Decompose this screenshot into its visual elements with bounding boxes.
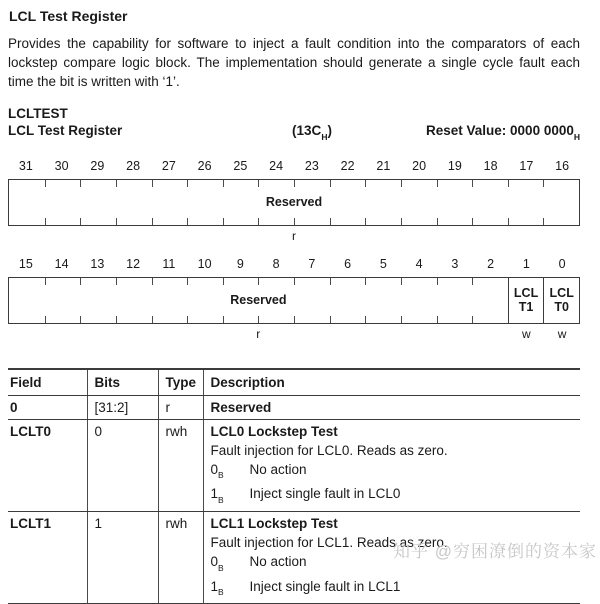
register-diagram-low (8, 277, 580, 324)
register-reset-value: Reset Value: 0000 $0000_H$ (426, 123, 580, 142)
field-description (203, 419, 580, 511)
value-row (211, 460, 577, 485)
bit-label: 7 (308, 256, 316, 271)
bit-label: 14 (54, 256, 69, 271)
table-row-lclt0 (8, 419, 580, 511)
field-name: LCLT0 (8, 419, 87, 511)
register-short-name: LCLTEST (8, 106, 68, 121)
bit-label: 18 (483, 158, 498, 173)
field-bits: [31:2] (87, 395, 158, 419)
value-symbol: $1_B$ (210, 578, 224, 598)
bit-label: 24 (269, 158, 284, 173)
field-description-table (8, 368, 580, 604)
bit-label: 19 (447, 158, 462, 173)
bit-label: 28 (126, 158, 141, 173)
bit-label: 5 (379, 256, 387, 271)
table-header-row (8, 369, 580, 396)
bit-label: 20 (412, 158, 427, 173)
field-reserved-low: Reserved (230, 293, 287, 308)
table-row-reserved (8, 395, 580, 419)
field-description (203, 512, 580, 604)
register-long-name: LCL Test Register (8, 123, 123, 138)
intro-paragraph: Provides the capability for software to inject a fault condition into the comparators of each lockstep compare logic block. The implementation should generate a single cycle fault each time the bit is written with ‘1’. (8, 36, 580, 89)
bit-label: 29 (90, 158, 105, 173)
register-diagram-high (8, 179, 580, 226)
bit-label: 0 (558, 256, 566, 271)
description-title: LCL1 Lockstep Test (210, 516, 338, 532)
bit-label: 26 (197, 158, 212, 173)
bit-label: 15 (18, 256, 33, 271)
value-symbol: $0_B$ (210, 554, 224, 573)
bit-label: 13 (90, 256, 105, 271)
field-lclt1: LCL T1 (508, 278, 544, 323)
field-description: Reserved (203, 395, 580, 419)
field-bits: 1 (87, 512, 158, 604)
bit-label: 10 (197, 256, 212, 271)
bit-label: 9 (236, 256, 244, 271)
bit-label: 8 (272, 256, 280, 271)
bit-label: 12 (126, 256, 141, 271)
access-row-high (8, 229, 580, 243)
value-symbol: $0_B$ (210, 461, 224, 481)
access-reserved-low: r (256, 326, 261, 341)
bit-label: 22 (340, 158, 355, 173)
field-bits: 0 (87, 419, 158, 511)
access-lclt1: w (522, 326, 531, 341)
col-header-description: Description (203, 369, 580, 396)
bit-label: 17 (519, 158, 534, 173)
value-meaning: No action (249, 461, 307, 477)
access-lclt0: w (557, 326, 567, 341)
bit-label: 1 (522, 256, 530, 271)
bit-label: 27 (161, 158, 176, 173)
col-header-field: Field (8, 369, 87, 396)
page-title: LCL Test Register (9, 8, 128, 24)
field-type: rwh (158, 419, 203, 511)
table-row-lclt1 (8, 512, 580, 604)
description-title: LCL0 Lockstep Test (210, 423, 338, 439)
register-header-line (8, 122, 580, 145)
access-row-low (8, 327, 580, 341)
value-row (211, 552, 577, 577)
value-row (211, 577, 577, 602)
bit-label: 30 (54, 158, 69, 173)
bit-label: 16 (555, 158, 570, 173)
col-header-type: Type (158, 369, 203, 396)
bit-label: 3 (451, 256, 459, 271)
field-lclt0: LCL T0 (543, 278, 579, 323)
bit-number-row-low (8, 257, 580, 272)
bit-label: 11 (162, 256, 176, 271)
field-name: 0 (8, 395, 87, 419)
value-symbol: $1_B$ (210, 486, 224, 506)
col-header-bits: Bits (87, 369, 158, 396)
bit-label: 6 (344, 256, 352, 271)
value-row (211, 484, 577, 509)
field-type: r (158, 395, 203, 419)
value-meaning: Inject single fault in LCL0 (249, 486, 401, 502)
bit-label: 31 (18, 158, 33, 173)
field-reserved-high: Reserved (265, 195, 323, 210)
bit-label: 25 (233, 158, 248, 173)
bit-number-row-high (8, 159, 580, 174)
bit-label: 23 (304, 158, 319, 173)
value-meaning: Inject single fault in LCL1 (249, 578, 401, 594)
description-text: Fault injection for LCL1. Reads as zero. (210, 535, 448, 551)
field-name: LCLT1 (8, 512, 87, 604)
register-offset: $(13C_H)$ (292, 123, 332, 142)
field-type: rwh (158, 512, 203, 604)
description-text: Fault injection for LCL0. Reads as zero. (210, 442, 448, 458)
access-reserved-high: r (292, 228, 296, 243)
bit-label: 2 (487, 256, 495, 271)
value-meaning: No action (249, 554, 307, 570)
bit-label: 21 (376, 158, 391, 173)
watermark: 知乎 @穷困潦倒的资本家 (393, 542, 597, 561)
bit-label: 4 (415, 256, 423, 271)
